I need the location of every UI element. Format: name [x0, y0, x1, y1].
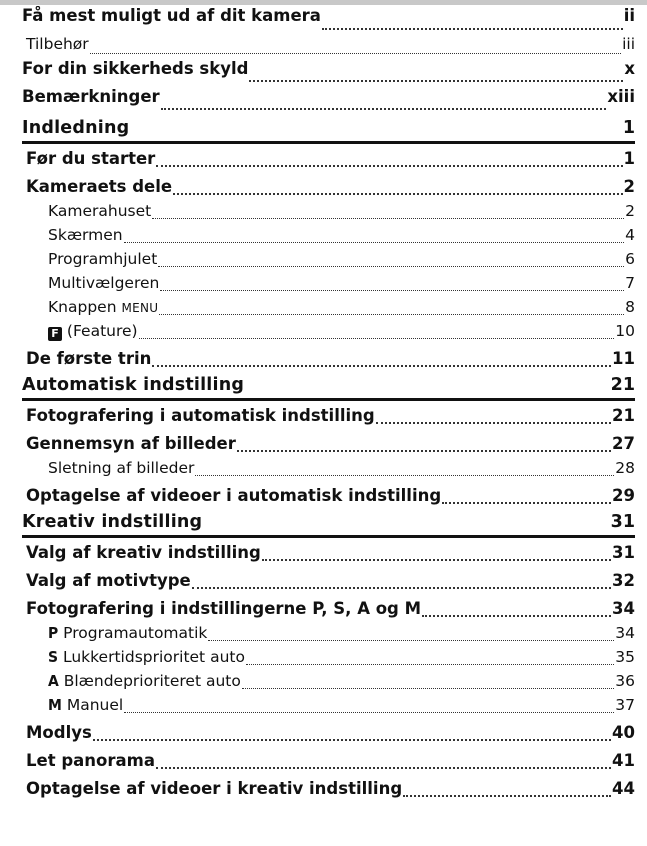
toc-entry-title [48, 459, 194, 477]
chapter-title: Automatisk indstilling [22, 375, 245, 395]
toc-entry[interactable] [22, 746, 635, 774]
chapter-page-number: 31 [610, 512, 635, 532]
dot-leader [152, 217, 624, 219]
dot-leader [152, 364, 611, 367]
toc-entry-text: Knappen [48, 298, 117, 316]
dot-leader [93, 738, 611, 741]
chapter-heading[interactable] [22, 115, 635, 144]
chapter-heading[interactable] [22, 372, 635, 401]
toc-subentry[interactable] [22, 646, 635, 670]
toc-page-number: 1 [623, 149, 635, 168]
toc-entry[interactable] [22, 344, 635, 372]
toc-entry-title [22, 6, 321, 25]
toc-entry[interactable] [22, 144, 635, 172]
toc-entry-title [22, 87, 160, 106]
toc-page-number: 28 [615, 459, 635, 477]
feature-f-icon: F [48, 327, 62, 341]
toc-entry-title [26, 779, 402, 798]
toc-subentry[interactable] [22, 200, 635, 224]
toc-entry[interactable] [22, 401, 635, 429]
toc-entry-title [26, 723, 92, 742]
toc-page-number: 6 [625, 250, 635, 268]
toc-page-number: 29 [612, 486, 635, 505]
toc-subentry[interactable] [22, 694, 635, 718]
toc-subentry[interactable] [22, 622, 635, 646]
chapter-title: Indledning [22, 118, 130, 138]
toc-entry-text: Før du starter [26, 149, 156, 168]
toc-entry[interactable] [22, 429, 635, 457]
toc-entry-title [26, 149, 155, 168]
toc-entry-title [26, 406, 375, 425]
table-of-contents [22, 6, 635, 802]
toc-entry-text: Optagelse af videoer i automatisk indstilling [26, 486, 442, 505]
toc-entry-text: Multivælgeren [48, 274, 160, 292]
toc-page-number: 37 [615, 696, 635, 714]
toc-entry-text: Få mest muligt ud af dit kamera [22, 6, 321, 25]
toc-entry-title [26, 571, 191, 590]
dot-leader [139, 337, 615, 339]
mode-letter-m: M [48, 696, 62, 714]
toc-entry-text: Sletning af billeder [48, 459, 195, 477]
toc-entry-text: Gennemsyn af billeder [26, 434, 236, 453]
toc-page-number: x [624, 59, 635, 78]
dot-leader [124, 241, 625, 243]
menu-button-label: MENU [121, 301, 159, 315]
toc-entry[interactable] [22, 566, 635, 594]
toc-subentry[interactable] [22, 224, 635, 248]
toc-entry-text: Valg af kreativ indstilling [26, 543, 261, 562]
top-rule [0, 0, 647, 5]
toc-page-number: 27 [612, 434, 635, 453]
toc-entry-title [26, 349, 151, 368]
toc-entry-title [48, 202, 151, 220]
toc-entry-title [48, 298, 158, 316]
toc-entry-text: Fotografering i indstillingerne P, S, A og M [26, 599, 422, 618]
toc-entry-text: Modlys [26, 723, 92, 742]
chapter-entries [22, 144, 635, 372]
toc-entry-text: Optagelse af videoer i kreativ indstilling [26, 779, 403, 798]
toc-page-number: 2 [625, 202, 635, 220]
dot-leader [124, 711, 614, 713]
toc-entry[interactable] [22, 59, 635, 87]
toc-page-number: 10 [615, 322, 635, 340]
toc-entry-text: Fotografering i automatisk indstilling [26, 406, 375, 425]
toc-entry-text: Let panorama [26, 751, 155, 770]
dot-leader [376, 421, 611, 424]
toc-page-number: 8 [625, 298, 635, 316]
dot-leader [242, 687, 614, 689]
toc-page-number: 32 [612, 571, 635, 590]
toc-page-number: 35 [615, 648, 635, 666]
toc-entry-title [48, 672, 241, 690]
toc-entry-title [48, 250, 157, 268]
dot-leader [322, 27, 623, 30]
dot-leader [442, 501, 611, 504]
toc-entry[interactable] [22, 87, 635, 115]
mode-letter-p: P [48, 624, 59, 642]
toc-entry-title [48, 696, 123, 714]
toc-page-number: xiii [607, 87, 635, 106]
dot-leader [262, 558, 611, 561]
mode-letter-s: S [48, 648, 59, 666]
chapter-page-number: 21 [610, 375, 635, 395]
toc-entry-text: Skærmen [48, 226, 123, 244]
dot-leader [403, 794, 611, 797]
toc-subentry[interactable] [22, 248, 635, 272]
toc-entry-text: Manuel [61, 696, 124, 714]
toc-entry-text: Blændeprioriteret auto [58, 672, 241, 690]
dot-leader [90, 52, 621, 54]
toc-entry[interactable] [22, 718, 635, 746]
dot-leader [195, 474, 614, 476]
toc-page-number: ii [623, 6, 635, 25]
toc-entry[interactable] [22, 774, 635, 802]
dot-leader [422, 614, 611, 617]
toc-entry-title [22, 59, 248, 78]
toc-entry[interactable] [22, 481, 635, 509]
toc-page-number: 34 [615, 624, 635, 642]
toc-page-number: 2 [623, 177, 635, 196]
toc-page-number: iii [622, 35, 635, 53]
toc-page-number: 44 [612, 779, 635, 798]
toc-entry-title [26, 543, 261, 562]
dot-leader [156, 164, 622, 167]
dot-leader [158, 265, 624, 267]
dot-leader [246, 663, 614, 665]
toc-entry-title [26, 599, 421, 618]
toc-page-number: 40 [612, 723, 635, 742]
chapter-page-number: 1 [622, 118, 635, 138]
toc-subentry[interactable] [22, 670, 635, 694]
toc-entry-text: For din sikkerheds skyld [22, 59, 249, 78]
toc-entry-title [48, 624, 207, 642]
toc-page-number: 11 [612, 349, 635, 368]
dot-leader [161, 107, 607, 110]
dot-leader [192, 586, 611, 589]
toc-subentry[interactable] [22, 35, 635, 59]
toc-entry-title [26, 434, 236, 453]
toc-subentry[interactable] [22, 272, 635, 296]
toc-subentry[interactable] [22, 457, 635, 481]
dot-leader [156, 766, 611, 769]
toc-page-number: 21 [612, 406, 635, 425]
toc-entry-text: Kamerahuset [48, 202, 152, 220]
toc-page-number: 34 [612, 599, 635, 618]
toc-entry-text: (Feature) [62, 322, 138, 340]
dot-leader [249, 79, 623, 82]
toc-subentry[interactable] [22, 296, 635, 320]
toc-entry-text: Lukkertidsprioritet auto [58, 648, 245, 666]
chapter-entries [22, 538, 635, 802]
dot-leader [208, 639, 614, 641]
toc-page-number: 41 [612, 751, 635, 770]
toc-page-number: 36 [615, 672, 635, 690]
toc-page-number: 7 [625, 274, 635, 292]
toc-subentry[interactable] [22, 320, 635, 344]
mode-letter-a: A [48, 672, 59, 690]
toc-entry-text: Tilbehør [26, 35, 89, 53]
toc-entry-title [26, 177, 172, 196]
toc-entry-title [26, 486, 441, 505]
chapter-title: Kreativ indstilling [22, 512, 203, 532]
toc-entry-title [26, 751, 155, 770]
dot-leader [237, 449, 611, 452]
chapter-entries [22, 401, 635, 509]
dot-leader [160, 289, 624, 291]
dot-leader [173, 192, 622, 195]
toc-entry-title [26, 35, 89, 53]
toc-entry-text: Programautomatik [58, 624, 208, 642]
toc-entry-title [48, 322, 138, 341]
toc-page-number: 31 [612, 543, 635, 562]
toc-entry[interactable] [22, 594, 635, 622]
toc-entry-text: Bemærkninger [22, 87, 160, 106]
toc-entry[interactable] [22, 172, 635, 200]
chapter-heading[interactable] [22, 509, 635, 538]
toc-entry-text: Kameraets dele [26, 177, 173, 196]
toc-entry[interactable] [22, 538, 635, 566]
toc-entry-title [48, 274, 159, 292]
toc-entry-text: Valg af motivtype [26, 571, 191, 590]
toc-entry-text: Programhjulet [48, 250, 158, 268]
toc-entry-title [48, 226, 123, 244]
dot-leader [159, 313, 624, 315]
toc-entry[interactable] [22, 6, 635, 35]
toc-entry-title [48, 648, 245, 666]
toc-entry-text: De første trin [26, 349, 152, 368]
toc-page-number: 4 [625, 226, 635, 244]
